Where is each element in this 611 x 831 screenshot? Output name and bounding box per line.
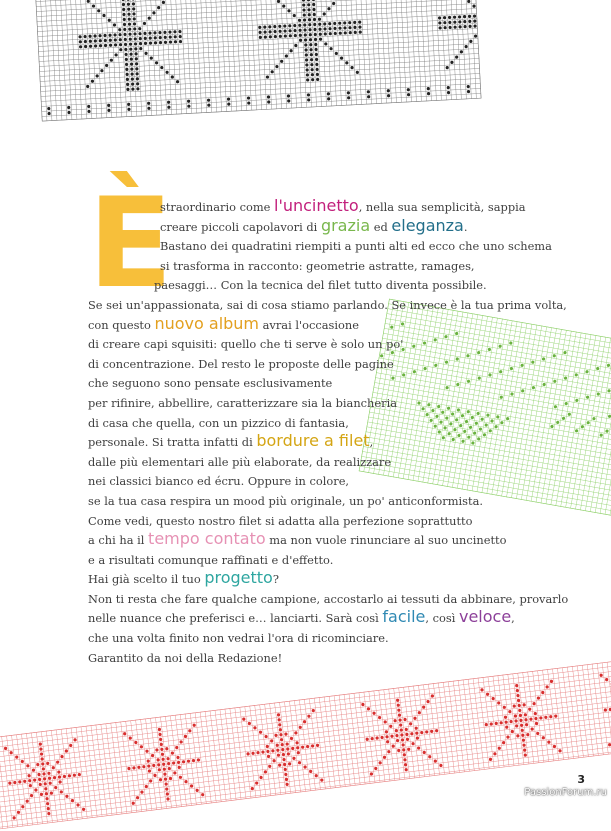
text-run: Come vedi, questo nostro filet si adatta alla perfezione soprattutto <box>88 514 472 528</box>
text-run: di casa che quella, con un pizzico di fantasia, <box>88 416 349 430</box>
drop-cap: È <box>88 182 173 306</box>
text-run: Se sei un'appassionata, sai di cosa stiamo parlando. Se invece è la tua prima volta, <box>88 298 567 312</box>
text-line <box>88 374 528 394</box>
text-run: , così <box>425 611 459 625</box>
text-run: . <box>464 220 468 234</box>
text-run: Bastano dei quadratini riempiti a punti alti ed ecco che uno schema <box>160 239 552 253</box>
text-line <box>88 433 528 453</box>
text-line <box>88 316 528 336</box>
text-line <box>88 237 528 257</box>
filet-grid-black <box>35 0 482 121</box>
text-run: nelle nuance che preferisci e… lanciarti. Sarà così <box>88 611 382 625</box>
highlight-word: eleganza <box>391 216 463 235</box>
text-run: Hai già scelto il tuo <box>88 572 204 586</box>
highlight-word: nuovo album <box>154 314 259 333</box>
text-line <box>88 609 528 629</box>
highlight-word: grazia <box>321 216 370 235</box>
text-run: e a risultati comunque raffinati e d'effetto. <box>88 553 333 567</box>
text-line <box>88 492 528 512</box>
text-run: paesaggi… Con la tecnica del filet tutto diventa possibile. <box>154 278 487 292</box>
filet-chart-red <box>0 661 611 830</box>
text-run: Non ti resta che fare qualche campione, accostarlo ai tessuti da abbinare, provarlo <box>88 592 568 606</box>
text-run: per rifinire, abbellire, caratterizzare sia la biancheria <box>88 396 397 410</box>
text-run: ed <box>370 220 391 234</box>
text-run: a chi ha il <box>88 533 148 547</box>
highlight-word: tempo contato <box>148 529 266 548</box>
text-line <box>88 394 528 414</box>
text-line <box>88 335 528 355</box>
text-line <box>88 649 528 669</box>
filet-chart-top <box>35 0 482 121</box>
text-run: ? <box>273 572 279 586</box>
text-line <box>88 551 528 571</box>
text-run: dalle più elementari alle più elaborate, da realizzare <box>88 455 391 469</box>
text-run: se la tua casa respira un mood più originale, un po' anticonformista. <box>88 494 483 508</box>
text-run: che seguono sono pensate esclusivamente <box>88 376 332 390</box>
text-run: avrai l'occasione <box>259 318 359 332</box>
text-run: nei classici bianco ed écru. Oppure in colore, <box>88 474 349 488</box>
text-run: con questo <box>88 318 154 332</box>
text-run: che una volta finito non vedrai l'ora di ricominciare. <box>88 631 389 645</box>
text-line <box>88 355 528 375</box>
highlight-word: l'uncinetto <box>274 196 359 215</box>
filet-grid-red <box>0 661 611 830</box>
highlight-word: veloce <box>459 607 511 626</box>
text-line <box>88 257 528 277</box>
text-line <box>88 472 528 492</box>
text-run: straordinario come <box>160 200 274 214</box>
text-line <box>88 531 528 551</box>
watermark: PassionForum.ru <box>524 787 607 798</box>
text-line <box>88 453 528 473</box>
page-number: 3 <box>577 773 585 786</box>
text-run: Garantito da noi della Redazione! <box>88 651 282 665</box>
intro-text <box>88 198 528 668</box>
text-run: , <box>511 611 515 625</box>
text-run: , nella sua semplicità, sappia <box>359 200 526 214</box>
text-run: di creare capi squisiti: quello che ti serve è solo un po' <box>88 337 403 351</box>
highlight-word: facile <box>382 607 425 626</box>
highlight-word: bordure a filet <box>256 431 369 450</box>
text-run: si trasforma in racconto: geometrie astratte, ramages, <box>160 259 475 273</box>
text-line <box>88 570 528 590</box>
text-run: , <box>370 435 374 449</box>
text-line <box>88 629 528 649</box>
text-run: di concentrazione. Del resto le proposte delle pagine <box>88 357 394 371</box>
text-run: ma non vuole rinunciare al suo uncinetto <box>266 533 507 547</box>
text-run: personale. Si tratta infatti di <box>88 435 256 449</box>
text-line <box>88 276 528 296</box>
text-line <box>88 218 528 238</box>
text-run: creare piccoli capolavori di <box>160 220 321 234</box>
highlight-word: progetto <box>204 568 273 587</box>
